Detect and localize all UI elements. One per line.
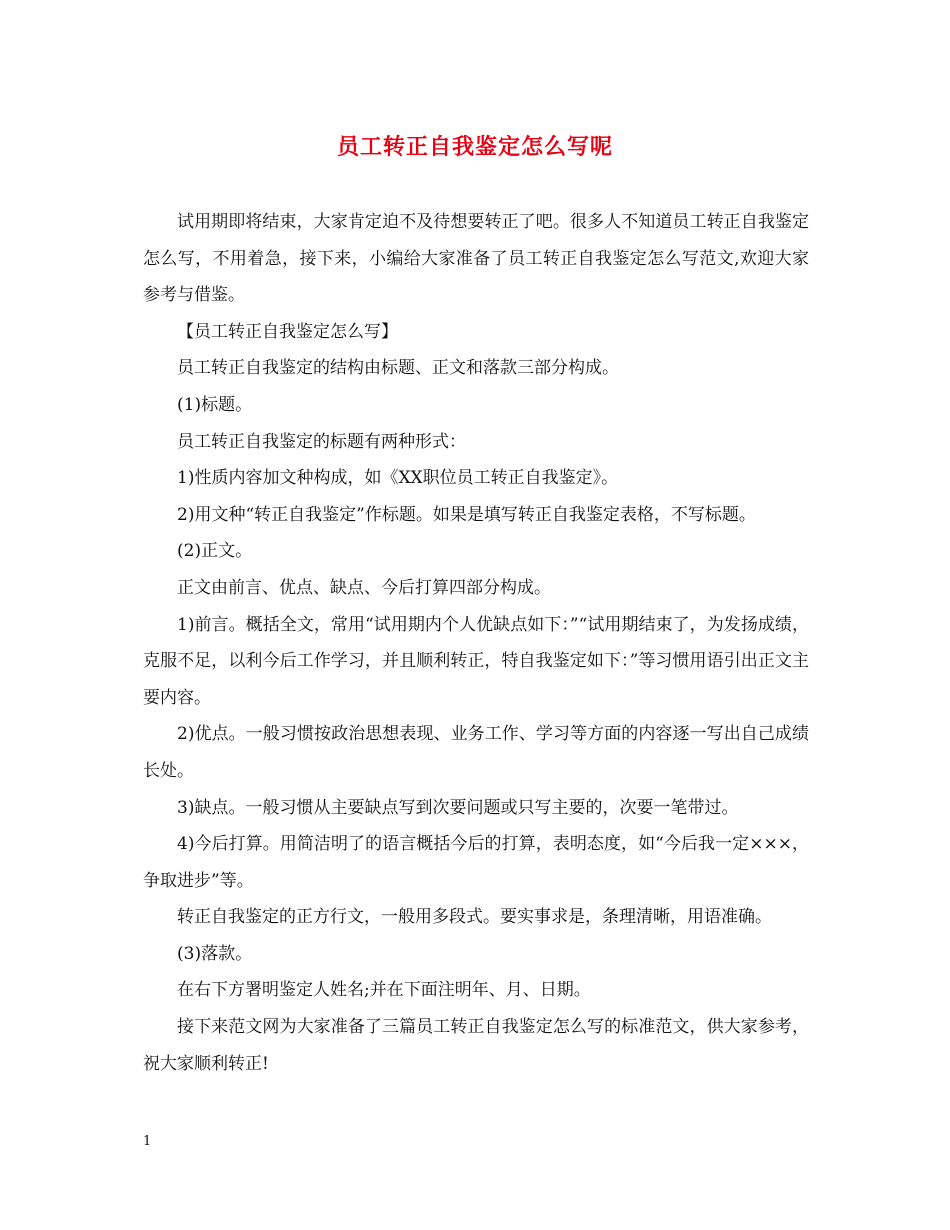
paragraph: (1)标题。 bbox=[177, 394, 253, 415]
paragraph: 在右下方署明鉴定人姓名;并在下面注明年、月、日期。 bbox=[177, 980, 591, 1001]
paragraph: (3)落款。 bbox=[177, 943, 253, 964]
paragraph: 1)前言。概括全文，常用“试用期内个人优缺点如下：”“试用期结束了，为发扬成绩，克服不足，以利今后工作学习，并且顺利转正，特自我鉴定如下：”等习惯用语引出正文主要内容。 bbox=[143, 614, 809, 708]
paragraph: 接下来范文网为大家准备了三篇员工转正自我鉴定怎么写的标准范文，供大家参考，祝大家顺利转正! bbox=[143, 1017, 809, 1074]
paragraph: 转正自我鉴定的正方行文，一般用多段式。要实事求是，条理清晰，用语准确。 bbox=[177, 907, 772, 928]
paragraph: 3)缺点。一般习惯从主要缺点写到次要问题或只写主要的，次要一笔带过。 bbox=[177, 797, 739, 818]
paragraph: 4)今后打算。用简洁明了的语言概括今后的打算，表明态度，如“今后我一定×××，争取进步”等。 bbox=[143, 834, 809, 891]
paragraph: 试用期即将结束，大家肯定迫不及待想要转正了吧。很多人不知道员工转正自我鉴定怎么写，不用着急，接下来，小编给大家准备了员工转正自我鉴定怎么写范文,欢迎大家参考与借鉴。 bbox=[143, 212, 809, 306]
paragraph: 员工转正自我鉴定的标题有两种形式： bbox=[177, 431, 466, 452]
document-title: 员工转正自我鉴定怎么写呢 bbox=[336, 134, 613, 160]
paragraph: (2)正文。 bbox=[177, 541, 253, 562]
paragraph: 2)优点。一般习惯按政治思想表现、业务工作、学习等方面的内容逐一写出自己成绩长处。 bbox=[143, 724, 809, 781]
paragraph: 2)用文种“转正自我鉴定”作标题。如果是填写转正自我鉴定表格，不写标题。 bbox=[177, 504, 756, 525]
paragraph: 员工转正自我鉴定的结构由标题、正文和落款三部分构成。 bbox=[177, 358, 619, 379]
paragraph: 正文由前言、优点、缺点、今后打算四部分构成。 bbox=[177, 577, 551, 598]
paragraph: 【员工转正自我鉴定怎么写】 bbox=[177, 321, 398, 342]
document-body bbox=[143, 204, 809, 1082]
page-number: 1 bbox=[143, 1134, 152, 1149]
paragraph: 1)性质内容加文种构成，如《XX职位员工转正自我鉴定》。 bbox=[177, 468, 619, 489]
